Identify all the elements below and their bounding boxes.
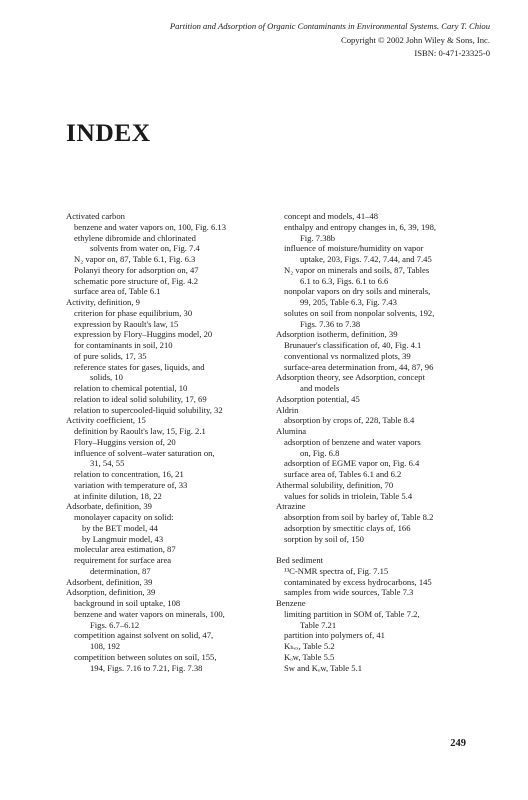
- index-sub-entry: expression by Raoult's law, 15: [74, 318, 179, 329]
- index-sub-entry: conventional vs normalized plots, 39: [284, 350, 411, 361]
- index-sub-entry: adsorption by smectitic clays of, 166: [284, 522, 411, 533]
- index-sub-entry: solvents from water on, Fig. 7.4: [90, 243, 200, 254]
- index-sub-entry: at infinite dilution, 18, 22: [74, 490, 162, 501]
- index-left-column: [66, 211, 276, 673]
- index-sub-entry: ¹³C-NMR spectra of, Fig. 7.15: [284, 565, 389, 576]
- index-right-column: [276, 211, 491, 673]
- index-sub-entry: N₂ vapor on minerals and soils, 87, Tables: [284, 264, 430, 275]
- index-sub-entry: Kₒw, Table 5.5: [284, 651, 335, 662]
- index-sub-entry: criterion for phase equilibrium, 30: [74, 307, 193, 318]
- index-sub-entry: Kₕₑₓ, Table 5.2: [284, 641, 335, 651]
- index-sub-entry: influence of moisture/humidity on vapor: [284, 243, 424, 254]
- index-sub-entry: solutes on soil from nonpolar solvents, 192,: [284, 307, 435, 318]
- index-sub-entry: and models: [300, 383, 340, 393]
- index-sub-entry: Polanyi theory for adsorption on, 47: [74, 264, 199, 275]
- index-sub-entry: molecular area estimation, 87: [74, 544, 176, 555]
- index-main-entry: Activated carbon: [66, 211, 125, 221]
- index-sub-entry: monolayer capacity on solid:: [74, 512, 174, 522]
- index-main-entry: Adsorption potential, 45: [276, 393, 360, 404]
- index-sub-entry: on, Fig. 6.8: [300, 447, 340, 458]
- index-sub-entry: of pure solids, 17, 35: [74, 350, 147, 361]
- index-sub-entry: expression by Flory–Huggins model, 20: [74, 329, 213, 340]
- index-sub-entry: definition by Raoult's law, 15, Fig. 2.1: [74, 426, 206, 436]
- header-book-title: Partition and Adsorption of Organic Contaminants in Environmental Systems. Cary T. Chiou: [169, 21, 490, 31]
- index-sub-entry: limiting partition in SOM of, Table 7.2,: [284, 608, 420, 619]
- index-sub-entry: benzene and water vapors on minerals, 100,: [74, 608, 225, 619]
- index-sub-entry: values for solids in triolein, Table 5.4: [284, 490, 413, 501]
- index-sub-entry: samples from wide sources, Table 7.3: [284, 587, 414, 598]
- index-sub-entry: relation to chemical potential, 10: [74, 383, 188, 393]
- index-sub-entry: Figs. 7.36 to 7.38: [300, 318, 361, 329]
- index-sub-entry: 6.1 to 6.3, Figs. 6.1 to 6.6: [300, 275, 389, 286]
- index-sub-entry: Fig. 7.38b: [300, 232, 336, 243]
- index-sub-entry: Brunauer's classification of, 40, Fig. 4.1: [284, 340, 422, 350]
- index-sub-entry: Figs. 6.7–6.12: [90, 619, 140, 630]
- index-sub-entry: requirement for surface area: [74, 555, 172, 565]
- index-main-entry: Adsorbent, definition, 39: [66, 576, 153, 587]
- index-main-entry: Aldrin: [276, 404, 299, 415]
- page-number: 249: [450, 738, 466, 749]
- index-sub-entry: contaminated by excess hydrocarbons, 145: [284, 576, 432, 587]
- page-header: [170, 20, 490, 61]
- index-title: INDEX: [66, 118, 151, 147]
- index-sub-entry: enthalpy and entropy changes in, 6, 39, 198,: [284, 221, 437, 232]
- index-sub-entry: background in soil uptake, 108: [74, 598, 181, 608]
- index-sub-entry: 99, 205, Table 6.3, Fig. 7.43: [300, 297, 397, 307]
- index-sub-entry: determination, 87: [90, 565, 151, 576]
- index-sub-entry: schematic pore structure of, Fig. 4.2: [74, 275, 199, 286]
- index-main-entry: Athermal solubility, definition, 70: [276, 479, 394, 490]
- index-sub-entry: nonpolar vapors on dry soils and minerals,: [284, 286, 431, 297]
- index-sub-entry: N₂ vapor on, 87, Table 6.1, Fig. 6.3: [74, 254, 196, 264]
- index-sub-entry: 194, Figs. 7.16 to 7.21, Fig. 7.38: [90, 662, 203, 673]
- index-sub-entry: Table 7.21: [300, 619, 337, 630]
- index-sub-entry: concept and models, 41–48: [284, 211, 379, 221]
- index-sub-entry: uptake, 203, Figs. 7.42, 7.44, and 7.45: [300, 254, 432, 264]
- index-main-entry: Bed sediment: [276, 555, 324, 565]
- index-main-entry: Adsorption theory, see Adsorption, concept: [276, 372, 425, 383]
- index-sub-entry: sorption by soil of, 150: [284, 533, 364, 544]
- header-copyright: Copyright © 2002 John Wiley & Sons, Inc.: [340, 34, 490, 45]
- index-sub-entry: by the BET model, 44: [82, 522, 158, 533]
- index-sub-entry: absorption from soil by barley of, Table 8.2: [284, 512, 434, 522]
- index-main-entry: Activity, definition, 9: [66, 297, 140, 307]
- index-sub-entry: influence of solvent–water saturation on,: [74, 447, 215, 458]
- index-spacer: [276, 544, 491, 555]
- index-main-entry: Activity coefficient, 15: [66, 415, 146, 426]
- index-sub-entry: adsorption of benzene and water vapors: [284, 436, 421, 447]
- index-sub-entry: relation to ideal solid solubility, 17, 69: [74, 393, 207, 404]
- index-sub-entry: absorption by crops of, 228, Table 8.4: [284, 415, 415, 426]
- index-sub-entry: relation to supercooled-liquid solubility, 32: [74, 404, 223, 415]
- index-sub-entry: 108, 192: [90, 641, 121, 651]
- index-main-entry: Atrazine: [276, 501, 306, 512]
- index-sub-entry: reference states for gases, liquids, and: [74, 361, 205, 372]
- index-sub-entry: surface-area determination from, 44, 87, 96: [284, 361, 434, 372]
- index-sub-entry: relation to concentration, 16, 21: [74, 469, 184, 479]
- index-sub-entry: solids, 10: [90, 372, 123, 383]
- index-main-entry: Benzene: [276, 598, 306, 608]
- index-main-entry: Alumina: [276, 426, 307, 436]
- index-main-entry: Adsorption isotherm, definition, 39: [276, 329, 398, 340]
- index-sub-entry: competition between solutes on soil, 155,: [74, 651, 217, 662]
- index-main-entry: Adsorption, definition, 39: [66, 587, 156, 598]
- index-sub-entry: surface area of, Tables 6.1 and 6.2: [284, 469, 402, 479]
- index-sub-entry: for contaminants in soil, 210: [74, 340, 173, 350]
- index-sub-entry: partition into polymers of, 41: [284, 630, 385, 641]
- index-sub-entry: 31, 54, 55: [90, 458, 125, 469]
- index-sub-entry: benzene and water vapors on, 100, Fig. 6.13: [74, 221, 227, 232]
- index-sub-entry: Sw and Kₒw, Table 5.1: [284, 662, 363, 673]
- index-sub-entry: competition against solvent on solid, 47,: [74, 630, 214, 641]
- index-sub-entry: surface area of, Table 6.1: [74, 286, 161, 297]
- index-sub-entry: adsorption of EGME vapor on, Fig. 6.4: [284, 458, 420, 469]
- header-isbn: ISBN: 0-471-23325-0: [414, 48, 490, 58]
- index-sub-entry: Flory–Huggins version of, 20: [74, 436, 176, 447]
- index-main-entry: Adsorbate, definition, 39: [66, 501, 152, 512]
- index-sub-entry: by Langmuir model, 43: [82, 533, 164, 544]
- index-sub-entry: ethylene dibromide and chlorinated: [74, 232, 196, 243]
- index-sub-entry: variation with temperature of, 33: [74, 479, 188, 490]
